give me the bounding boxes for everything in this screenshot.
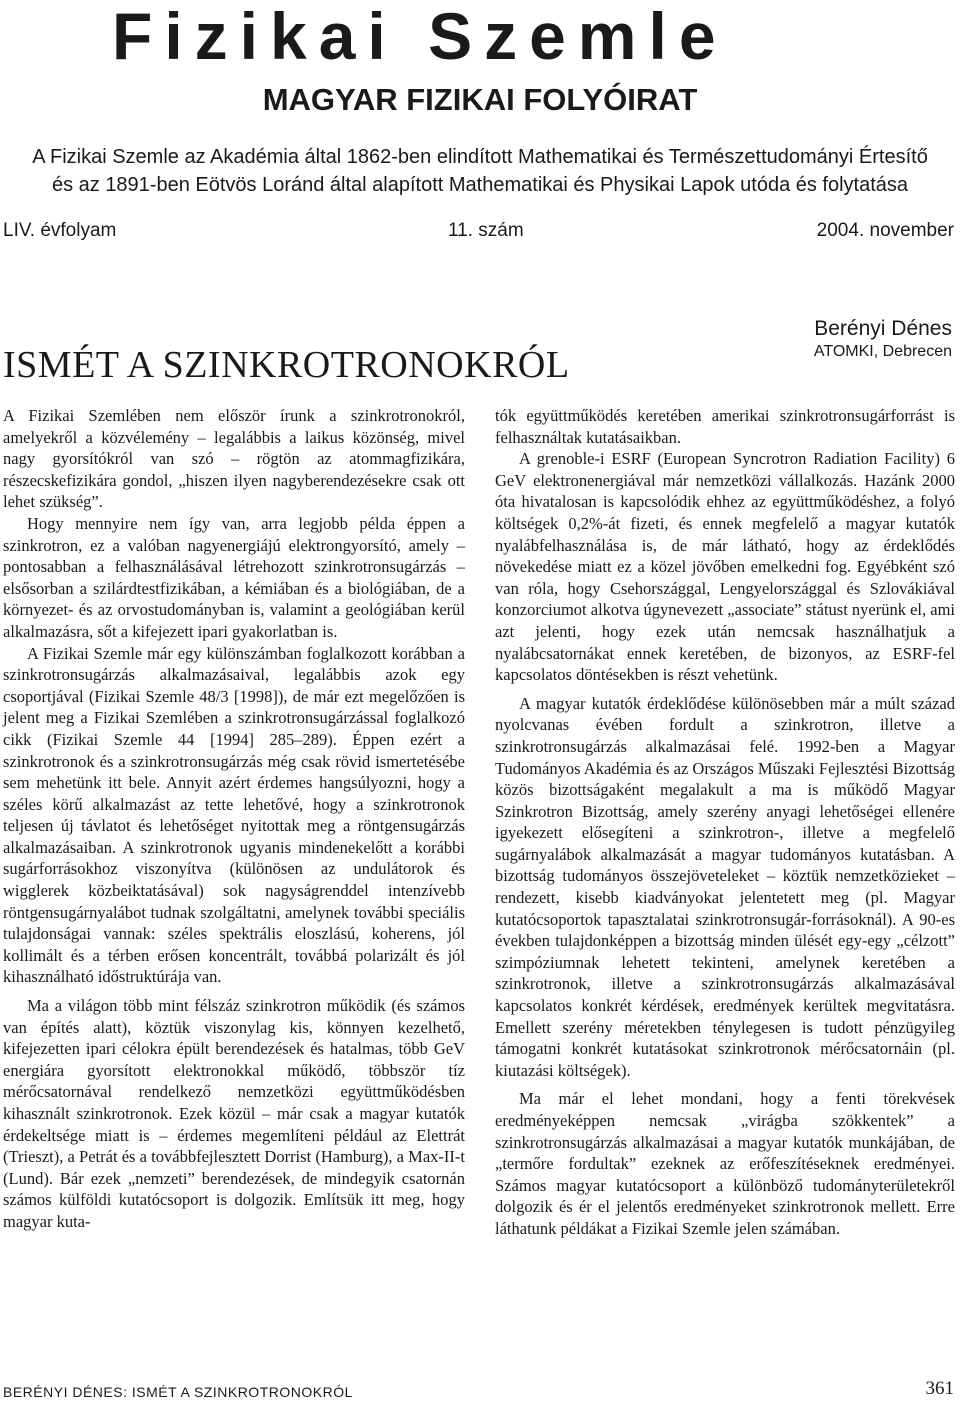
paragraph: tók együttműködés keretében amerikai szinkrotronsugárforrást is felhasználtak kutatásaikban. xyxy=(495,406,955,447)
journal-description xyxy=(0,143,960,199)
issue-volume: LIV. évfolyam xyxy=(3,220,117,241)
article-title: ISMÉT A SZINKROTRONOKRÓL xyxy=(3,344,570,387)
paragraph: Ma már el lehet mondani, hogy a fenti törekvések eredményeképpen nemcsak „virágba szökkentek” a szinkrotronsugárzás alkalmazásai a magyar kutatók munkájában, de „termőre fordultak” ezeknek az erőfeszítéseknek eredményei. Számos magyar kutatócsoport a különböző tudományterületekről dolgozik és ér el jelentős eredményeket szinkrotronok mellett. Erre láthatunk példákat a Fizikai Szemle jelen számában. xyxy=(495,1089,955,1238)
paragraph: A magyar kutatók érdeklődése különösebben már a múlt század nyolcvanas évében fordult a szinkrotron, illetve a szinkrotronsugárzás alkalmazásai felé. 1992-ben a Magyar Tudományos Akadémia és az Országos Műszaki Fejlesztési Bizottság közös bizottságaként megalakult a ma is működő Magyar Szinkrotron Bizottság, amely szerény anyagi lehetőségei ellenére igyekezett elősegíteni a szinkrotron-, illetve a megfelelő sugárnyalábok alkalmazását a magyar tudományos kutatásban. A bizottság tudományos összejöveteleket – köztük nemzetközieket – rendezett, kisebb kiadványokat jelentetett meg (pl. Magyar kutatócsoportok tapasztalatai szinkrotronsugár-forrásoknál). A 90-es években tulajdonképpen a bizottság minden ülését egy-egy „célzott” szimpóziumnak lehetett tekinteni, amelynek keretében a szinkrotronok, illetve a szinkrotronsugárzás alkalmazásával kapcsolatos konkrét kérdések, eredmények kerültek megvitatásra. Emellett szerény méretekben ténylegesen is tudott pénzügyileg támogatni konkrét kutatásokat szinkrotronok mérőcsatornáin (pl. kiutazási költségek). xyxy=(495,693,955,1080)
paragraph: A Fizikai Szemle már egy különszámban foglalkozott korábban a szinkrotronsugárzás alkalmazásaival, legalábbis azok egy csoportjával (Fizikai Szemle 48/3 [1998]), de már ezt megelőzően is jelent meg a Fizikai Szemlében a szinkrotronsugárzással foglalkozó cikk (Fizikai Szemle 44 [1994] 285–289). Éppen ezért a szinkrotronok és a szinkrotronsugárzás még csak rövid ismertetésébe sem mehetünk itt bele. Annyit azért érdemes hangsúlyozni, hogy a széles körű alkalmazást az tette lehetővé, hogy a szinkrotronok teljesen új távlatot és lehetőséget nyitottak meg a röntgensugárzás alkalmazásaiban. A szinkrotronok ugyanis mindenekelőtt a korábbi sugárforrásokhoz viszonyítva (különösen az undulátorok és wigglerek közbeiktatásával) sok nagyságrenddel intenzívebb röntgensugárnyalábot tudnak szolgáltatni, amelynek további speciális tulajdonságai vannak: széles spektrális eloszlású, koherens, jól kollimált és a térben erősen koncentrált, továbbá polarizált és jól kihasználható időstruktúrája van. xyxy=(3,643,465,987)
issue-number: 11. szám xyxy=(448,220,524,241)
page-number: 361 xyxy=(925,1378,954,1399)
journal-description-line-2: és az 1891-ben Eötvös Loránd által alapított Mathematikai és Physikai Lapok utóda és folytatása xyxy=(51,174,909,196)
issue-date: 2004. november xyxy=(816,220,954,241)
article-body-left-column xyxy=(3,405,465,1233)
running-footer: BERÉNYI DÉNES: ISMÉT A SZINKROTRONOKRÓL xyxy=(3,1384,353,1400)
paragraph: A grenoble-i ESRF (European Syncrotron Radiation Facility) 6 GeV elektronenergiával már nemzetközi vállalkozás. Hazánk 2000 óta hivatalosan is kapcsolódik ehhez az együttműködéshez, a folyó költségek 0,2%-át fizeti, és ennek megfelelő a magyar kutatók nyalábfelhasználása is, de már látható, hogy az érdeklődés növekedése miatt ez a közel jövőben emelkedni fog. Egyébként szó van róla, hogy Csehországgal, Lengyelországgal és Szlovákiával konzorciumot alkotva úgynevezett „associate” státust nyerünk el, ami azt jelenti, hogy ezek után nemcsak használhatjuk a nyalábcsatornákat ennek keretében, de bizonyos, az ESRF-fel kapcsolatos döntésekben is részt vehetünk. xyxy=(495,449,956,685)
article-body-right-column xyxy=(495,405,955,1240)
journal-description-line-1: A Fizikai Szemle az Akadémia által 1862-ben elindított Mathematikai és Természettudományi Értesítő xyxy=(32,146,928,168)
author-name: Berényi Dénes xyxy=(814,317,952,340)
author-affiliation: ATOMKI, Debrecen xyxy=(813,343,952,360)
paragraph: Hogy mennyire nem így van, arra legjobb példa éppen a szinkrotron, ez a valóban nagyenergiájú elektrongyorsító, amely – pontosabban a felhasználásával létrehozott szinkrotronsugárzás – elsősorban a szilárdtestfizikában, a kémiában és a biológiában, de a környezet- és az orvostudományban is, valamint a geológiában kerül alkalmazásra, sőt a kifejezett ipari gyakorlatban is. xyxy=(3,513,465,641)
paragraph: A Fizikai Szemlében nem először írunk a szinkrotronokról, amelyekről a közvélemény – legalábbis a laikus közönség, mivel nagy gyorsítókról van szó – rögtön az atommagfizikára, részecskefizikára gondol, „hiszen ilyen nagyberendezésekre csak ott lehet szükség”. xyxy=(3,406,465,512)
paragraph: Ma a világon több mint félszáz szinkrotron működik (és számos van építés alatt), köztük viszonylag kis, könnyen kezelhető, kifejezetten ipari célokra épült berendezések és hatalmas, több GeV energiára gyorsított elektronokkal működő, többször tíz mérőcsatornával rendelkező nemzetközi együttműködésben kihasznált szinkrotronok. Ezek közül – már csak a magyar kutatók érdekeltsége miatt is – érdemes megemlíteni például az Elettrát (Trieszt), a Petrát és a továbbfejlesztett Dorrist (Hamburg), a Max-II-t (Lund). Bár ezek „nemzeti” berendezések, de mindegyik csatornán számos külföldi kutatócsoport is dolgozik. Említsük itt meg, hogy magyar kuta- xyxy=(3,996,465,1231)
journal-subtitle: MAGYAR FIZIKAI FOLYÓIRAT xyxy=(262,82,698,117)
journal-title: Fizikai Szemle xyxy=(112,0,728,73)
